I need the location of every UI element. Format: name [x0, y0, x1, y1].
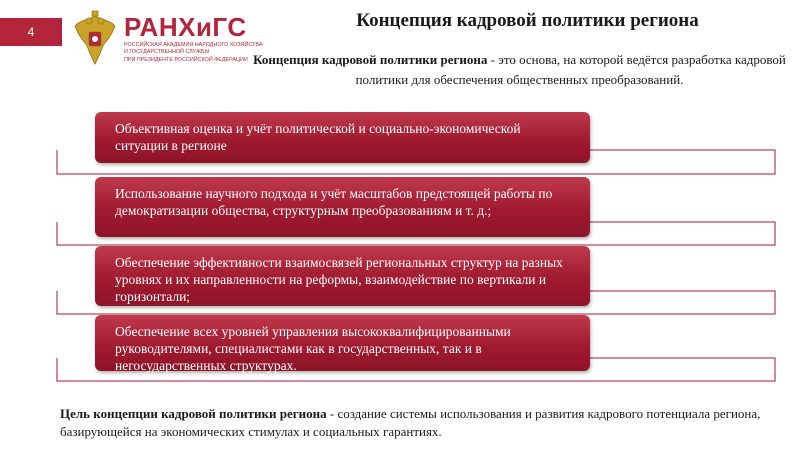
principle-item-1: Объективная оценка и учёт политической и социально-экономической ситуации в регионе	[95, 112, 590, 163]
goal-term: Цель концепции кадровой политики региона	[60, 406, 327, 421]
intro-term: Концепция кадровой политики региона	[253, 52, 488, 67]
page-number: 4	[0, 18, 62, 46]
goal-text: - создание системы использования и развития кадрового потенциала региона, базирующейся на экономических стимулах и социальных гарантиях.	[60, 406, 761, 439]
principle-item-3: Обеспечение эффективности взаимосвязей региональных структур на разных уровнях и их направленности на реформы, взаимодействие по вертикали и горизонтали;	[95, 246, 590, 306]
principle-item-2: Использование научного подхода и учёт масштабов предстоящей работы по демократизации общества, структурным преобразованиям и т. д.;	[95, 177, 590, 237]
goal-paragraph	[60, 405, 780, 441]
logo-subtitle: РОССИЙСКАЯ АКАДЕМИЯ НАРОДНОГО ХОЗЯЙСТВА И ГОСУДАРСТВЕННОЙ СЛУЖБЫ ПРИ ПРЕЗИДЕНТЕ РОССИЙСКОЙ ФЕДЕРАЦИИ	[124, 42, 263, 63]
page-title: Концепция кадровой политики региона	[356, 10, 699, 31]
intro-text: - это основа, на которой ведётся разработка кадровой политики для обеспечения общественных преобразований.	[355, 52, 786, 87]
principle-item-4: Обеспечение всех уровней управления высококвалифицированными руководителями, специалистами как в государственных, так и в негосударственных структурах.	[95, 315, 590, 371]
logo-title: РАНХиГС	[124, 12, 247, 42]
